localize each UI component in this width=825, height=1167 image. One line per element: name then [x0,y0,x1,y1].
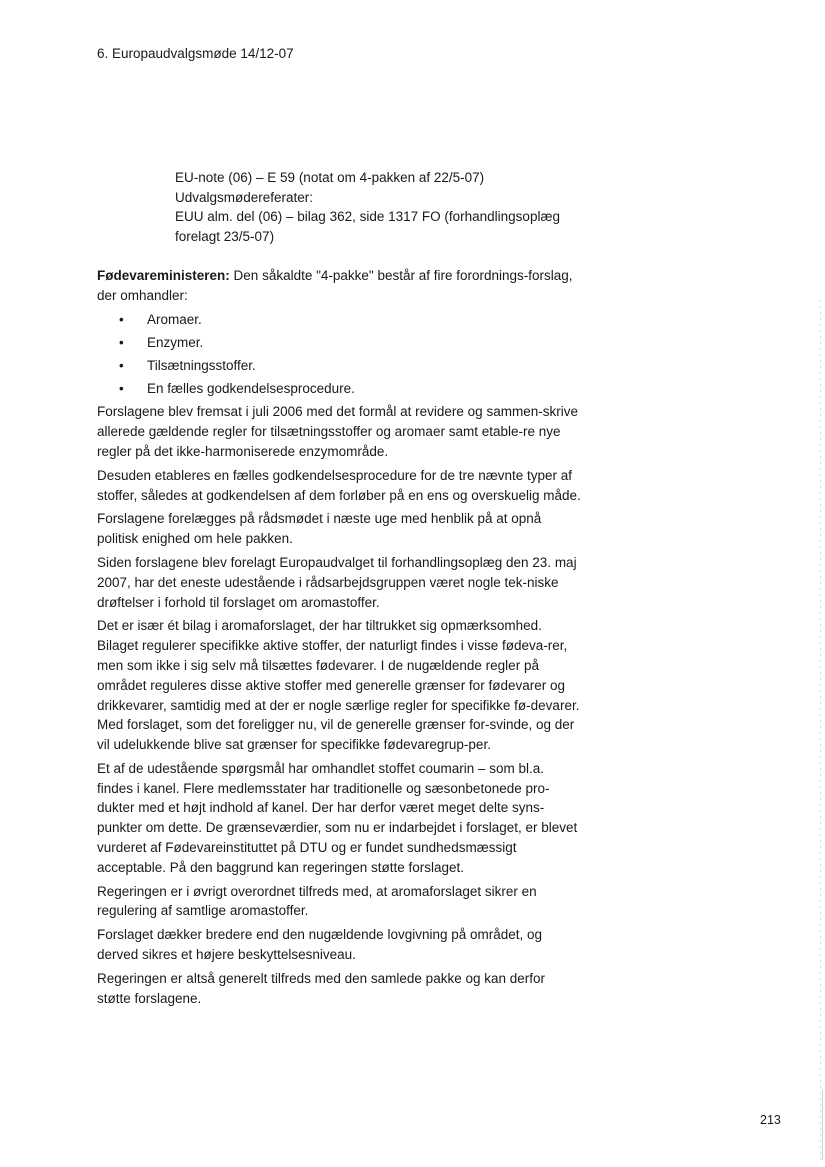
body-paragraph: Regeringen er i øvrigt overordnet tilfreds med, at aromaforslaget sikrer en regulering af samtlige aromastoffer. [97,883,537,919]
list-item [97,356,582,376]
body-paragraph: Det er især ét bilag i aromaforslaget, der har tiltrukket sig opmærksomhed. Bilaget regulerer specifikke aktive stoffer, der naturligt findes i visse fødeva-rer, men som ikke i sig selv må tilsættes fødevarer. I de nugældende regler på området reguleres disse aktive stoffer med generelle grænser for fødevarer og drikkevarer, samtidig med at der er nogle særlige regler for specifikke fø-devarer. Med forslaget, som det foreligger nu, vil de generelle grænser for-svinde, og der vil udelukkende blive sat grænser for specifikke fødevaregrup-per. [97,618,580,753]
list-item [97,333,582,353]
body-paragraph: Forslagene forelægges på rådsmødet i næste uge med henblik på at opnå politisk enighed om hele pakken. [97,511,542,547]
body-paragraph: Siden forslagene blev forelagt Europaudvalget til forhandlingsoplæg den 23. maj 2007, har det eneste udestående i rådsarbejdsgruppen været nogle tek-niske drøftelser i forhold til forslaget om aromastoffer. [97,554,577,610]
list-item [97,379,582,399]
body-paragraph: Et af de udestående spørgsmål har omhandlet stoffet coumarin – som bl.a. findes i kanel. Flere medlemsstater har traditionelle og sæsonbetonede pro-dukter med et højt indhold af kanel. Der har derfor været meget delte syns-punkter om dette. De grænseværdier, som nu er indarbejdet i forslaget, er blevet vurderet af Fødevareinstituttet på DTU og er fundet sundhedsmæssigt acceptable. På den baggrund kan regeringen støtte forslaget. [97,760,578,875]
bullet-icon: • [119,357,124,373]
scan-edge-line [822,1090,823,1160]
speaker-label: Fødevareministeren: [97,268,230,283]
bullet-list [97,310,582,399]
body-paragraph: Forslagene blev fremsat i juli 2006 med det formål at revidere og sammen-skrive allerede gældende regler for tilsætningsstoffer og aromaer samt etable-re nye regler på det ikke-harmoniserede enzymområde. [97,404,578,459]
body-paragraph: Desuden etableres en fælles godkendelsesprocedure for de tre nævnte typer af stoffer, således at godkendelsen af dem forløber på en ens og overskuelig måde. [97,467,581,503]
scan-edge-line [820,300,821,1160]
page-header: 6. Europaudvalgsmøde 14/12-07 [97,46,294,61]
bullet-icon: • [119,381,124,397]
reference-line: EU-note (06) – E 59 (notat om 4-pakken af 22/5-07) [175,170,485,185]
list-item [97,310,582,330]
reference-line: EUU alm. del (06) – bilag 362, side 1317 FO (forhandlingsoplæg [175,209,560,224]
reference-line: Udvalgsmødereferater: [175,189,314,205]
page-number: 213 [760,1113,781,1127]
bullet-icon: • [119,334,124,350]
list-item-text: Enzymer. [147,334,204,350]
document-body [97,266,582,1012]
list-item-text: En fælles godkendelsesprocedure. [147,381,355,397]
body-paragraph: Regeringen er altså generelt tilfreds med den samlede pakke og kan derfor støtte forslagene. [97,970,546,1006]
list-item-text: Tilsætningsstoffer. [147,357,256,373]
reference-line: forelagt 23/5-07) [175,228,275,244]
intro-paragraph [97,266,582,306]
intro-text: Den såkaldte "4-pakke" består af fire forordnings-forslag, der omhandler: [97,268,573,303]
reference-block [175,168,615,246]
list-item-text: Aromaer. [147,311,202,327]
bullet-icon: • [119,311,124,327]
body-paragraph: Forslaget dækker bredere end den nugældende lovgivning på området, og derved sikres et højere beskyttelsesniveau. [97,927,543,963]
